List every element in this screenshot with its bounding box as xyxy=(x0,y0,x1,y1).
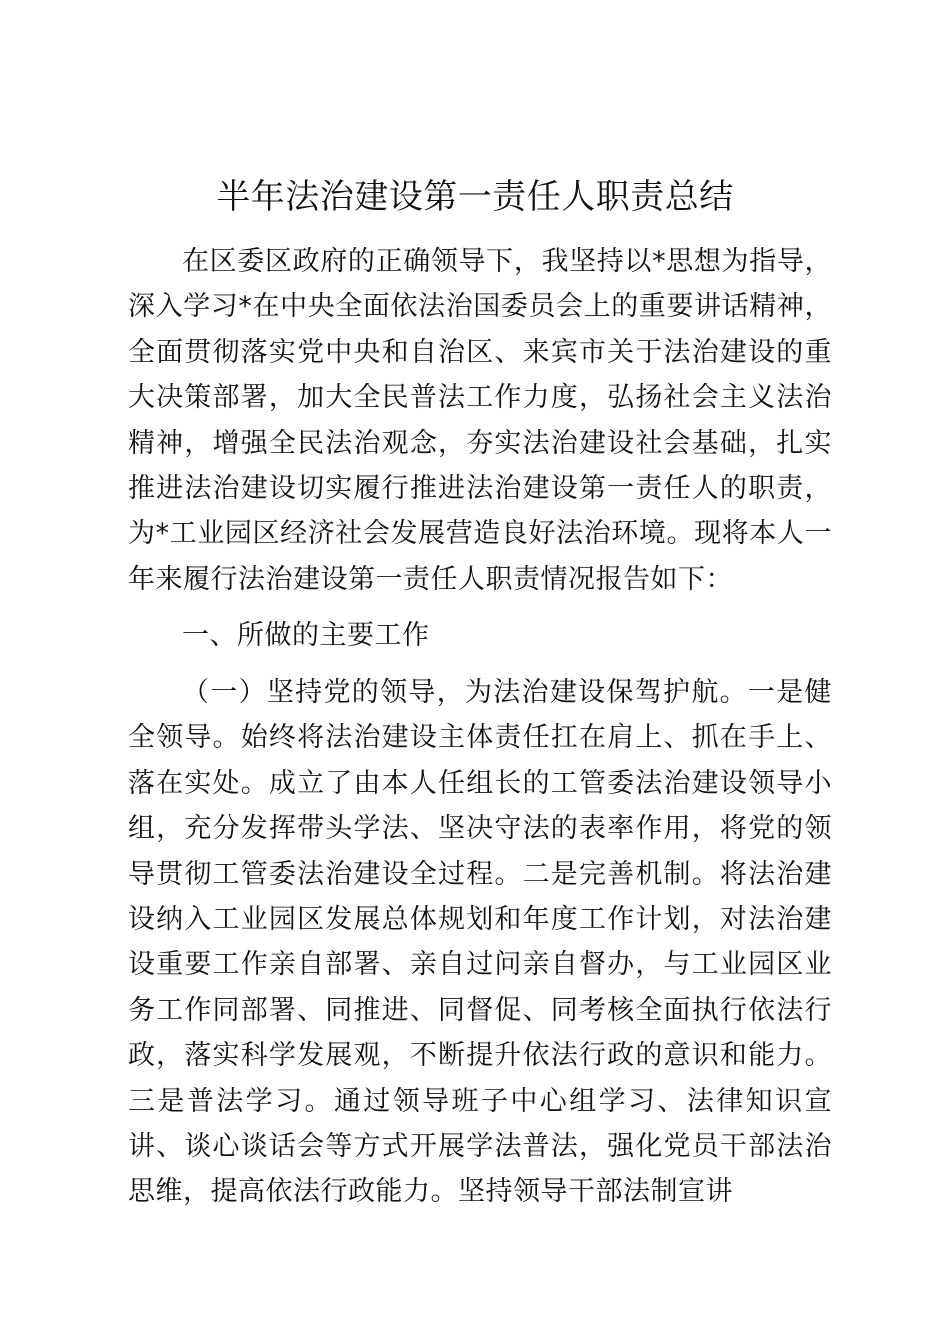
intro-paragraph: 在区委区政府的正确领导下，我坚持以*思想为指导，深入学习*在中央全面依法治国委员会上的重要讲话精神，全面贯彻落实党中央和自治区、来宾市关于法治建设的重大决策部署，加大全民普法工作力度，弘扬社会主义法治精神，增强全民法治观念，夯实法治建设社会基础，扎实推进法治建设切实履行推进法治建设第一责任人的职责，为*工业园区经济社会发展营造良好法治环境。现将本人一年来履行法治建设第一责任人职责情况报告如下： xyxy=(128,246,832,595)
section-heading: 一、所做的主要工作 xyxy=(182,620,430,651)
subsection-paragraph: （一）坚持党的领导，为法治建设保驾护航。一是健全领导。始终将法治建设主体责任扛在肩上、抓在手上、落在实处。成立了由本人任组长的工管委法治建设领导小组，充分发挥带头学法、坚决守法的表率作用，将党的领导贯彻工管委法治建设全过程。二是完善机制。将法治建设纳入工业园区发展总体规划和年度工作计划，对法治建设重要工作亲自部署、亲自过问亲自督办，与工业园区业务工作同部署、同推进、同督促、同考核全面执行依法行政，落实科学发展观，不断提升依法行政的意识和能力。三是普法学习。通过领导班子中心组学习、法律知识宣讲、谈心谈话会等方式开展学法普法，强化党员干部法治思维，提高依法行政能力。坚持领导干部法制宣讲 xyxy=(128,677,832,1208)
document-title: 半年法治建设第一责任人职责总结 xyxy=(216,177,734,217)
